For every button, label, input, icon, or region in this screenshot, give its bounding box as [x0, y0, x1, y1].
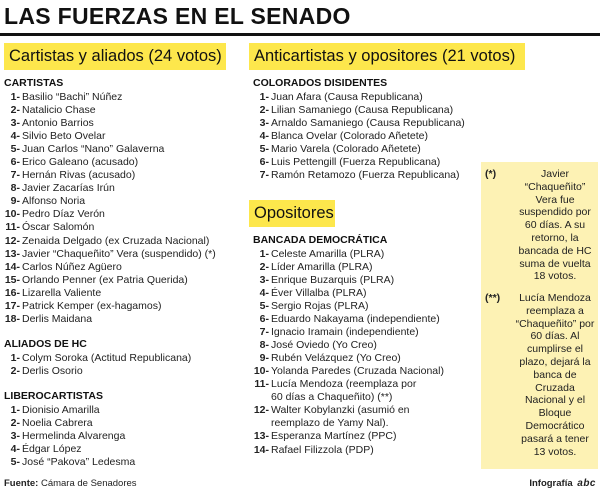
list-item [4, 195, 216, 208]
list-item [4, 208, 216, 221]
item-text: Zenaida Delgado (ex Cruzada Nacional) [22, 234, 210, 247]
list-item [4, 169, 216, 182]
list-item [253, 313, 444, 326]
item-number: 10 - [253, 365, 269, 378]
heading-colorados: COLORADOS DISIDENTES [253, 77, 388, 89]
list-item [4, 130, 216, 143]
item-number: 4 - [4, 443, 20, 456]
item-text: Lilian Samaniego (Causa Republicana) [271, 104, 454, 117]
source-line [4, 478, 137, 489]
list-item [253, 352, 444, 365]
heading-aliados: ALIADOS DE HC [4, 338, 87, 350]
item-text: Pedro Díaz Verón [22, 208, 105, 221]
item-number: 15 - [4, 274, 20, 287]
item-text: Basilio “Bachi” Núñez [22, 91, 123, 103]
item-text: Javier Zacarías Irún [22, 182, 115, 195]
item-number: 13 - [253, 430, 269, 443]
item-number: 7 - [4, 169, 20, 182]
item-text: Yolanda Paredes (Cruzada Nacional) [271, 365, 444, 378]
list-item [4, 274, 216, 287]
item-text: Ramón Retamozo (Fuerza Republicana) [271, 169, 460, 182]
list-item [4, 430, 135, 443]
notes-box [481, 162, 598, 469]
list-item [4, 443, 135, 456]
item-number: 11 - [4, 221, 20, 234]
item-text: Ignacio Iramain (independiente) [271, 326, 419, 339]
item-number: 2 - [253, 104, 269, 117]
item-number: 1 - [253, 91, 269, 104]
list-item [253, 248, 444, 261]
list-item [253, 287, 444, 300]
item-number: 2 - [253, 261, 269, 274]
item-text: Luis Pettengill (Fuerza Republicana) [271, 156, 441, 169]
item-text: Hermelinda Alvarenga [22, 430, 126, 443]
note-mark: (**) [485, 292, 501, 304]
item-text: Alfonso Noria [22, 195, 86, 208]
item-text: Derlis Osorio [22, 365, 83, 378]
list-item [4, 182, 216, 195]
item-text: Silvio Beto Ovelar [22, 130, 106, 143]
item-number: 4 - [253, 130, 269, 143]
list-item [253, 300, 444, 313]
heading-liberocartistas: LIBEROCARTISTAS [4, 390, 103, 402]
source-text: Cámara de Senadores [40, 478, 137, 489]
item-text: Arnaldo Samaniego (Causa Republicana) [271, 117, 465, 130]
list-liberocartistas [4, 404, 135, 469]
band-anticartistas: Anticartistas y opositores (21 votos) [249, 43, 525, 70]
item-number: 9 - [253, 352, 269, 365]
item-text: Juan Carlos “Nano” Galaverna [22, 143, 165, 156]
item-number: 5 - [4, 143, 20, 156]
item-number: 8 - [4, 182, 20, 195]
item-text: Líder Amarilla (PLRA) [271, 261, 373, 274]
item-number: 1 - [253, 248, 269, 261]
list-item [4, 156, 216, 169]
item-number: 1 - [4, 91, 20, 104]
item-number: 6 - [4, 156, 20, 169]
abc-logo: abc [577, 478, 596, 489]
list-item [253, 130, 465, 143]
list-item [253, 326, 444, 339]
note-text: Javier “Chaqueñito” Vera fue suspendido por 60 días. A su retorno, la bancada de HC suma de vuelta 18 votos. [518, 168, 592, 283]
list-item [4, 221, 216, 234]
list-item [253, 430, 444, 443]
band-opositores: Opositores [249, 200, 335, 227]
item-number: 11 - [253, 378, 269, 391]
note-text: Lucía Mendoza reemplaza a “Chaqueñito” por 60 días. Al cumplirse el plazo, dejará la banca de Cruzada Nacional y el Bloque Democrático pasará a tener 13 votos. [515, 292, 595, 458]
item-text: Eduardo Nakayama (independiente) [271, 313, 440, 326]
list-aliados [4, 352, 191, 378]
item-number: 3 - [253, 274, 269, 287]
list-item [4, 261, 216, 274]
list-cartistas [4, 91, 216, 326]
list-item [4, 104, 216, 117]
band-cartistas-aliados: Cartistas y aliados (24 votos) [4, 43, 226, 70]
list-item [253, 91, 465, 104]
credit-line [529, 478, 596, 489]
item-number: 2 - [4, 417, 20, 430]
item-number: 14 - [253, 444, 269, 457]
list-item [4, 235, 216, 248]
item-text: Colym Soroka (Actitud Republicana) [22, 352, 192, 364]
list-item [253, 156, 465, 169]
list-item [4, 300, 216, 313]
item-text: Enrique Buzarquis (PLRA) [271, 274, 395, 287]
item-text: Javier “Chaqueñito” Vera (suspendido) (*) [22, 247, 216, 260]
list-item [253, 143, 465, 156]
item-text: Éver Villalba (PLRA) [271, 287, 367, 300]
item-text: Óscar Salomón [22, 221, 95, 234]
title-rule [0, 33, 600, 36]
page-title: LAS FUERZAS EN EL SENADO [4, 3, 351, 29]
item-number: 12 - [4, 235, 20, 248]
item-number: 16 - [4, 287, 20, 300]
list-item [253, 117, 465, 130]
item-text: Édgar López [22, 443, 82, 456]
item-text: Patrick Kemper (ex-hagamos) [22, 299, 162, 312]
item-text: Derlis Maidana [22, 312, 93, 325]
item-text: José Oviedo (Yo Creo) [271, 339, 377, 352]
list-item [4, 117, 216, 130]
list-item [253, 169, 465, 182]
item-number: 1 - [4, 404, 20, 417]
item-text: Mario Varela (Colorado Añetete) [271, 143, 421, 156]
item-number: 7 - [253, 169, 269, 182]
item-text: Antonio Barrios [22, 117, 94, 130]
list-item [4, 91, 216, 104]
item-text: Lucía Mendoza (reemplaza por 60 días a Chaqueñito) (**) [271, 378, 417, 404]
item-number: 3 - [4, 117, 20, 130]
item-text: Rafael Filizzola (PDP) [271, 443, 374, 456]
list-item [4, 248, 216, 261]
item-number: 18 - [4, 313, 20, 326]
list-item [4, 352, 191, 365]
list-item [4, 313, 216, 326]
item-number: 4 - [4, 130, 20, 143]
item-number: 3 - [4, 430, 20, 443]
item-number: 6 - [253, 313, 269, 326]
item-text: Dionisio Amarilla [22, 404, 100, 416]
item-number: 2 - [4, 365, 20, 378]
item-number: 13 - [4, 248, 20, 261]
item-text: José “Pakova” Ledesma [22, 456, 136, 469]
item-text: Blanca Ovelar (Colorado Añetete) [271, 130, 429, 143]
list-colorados [253, 91, 465, 182]
list-bancada [253, 248, 444, 457]
item-number: 9 - [4, 195, 20, 208]
item-number: 6 - [253, 156, 269, 169]
list-item [4, 456, 135, 469]
item-number: 8 - [253, 339, 269, 352]
list-item [4, 417, 135, 430]
item-number: 10 - [4, 208, 20, 221]
item-number: 14 - [4, 261, 20, 274]
item-number: 12 - [253, 404, 269, 417]
item-number: 5 - [4, 456, 20, 469]
item-text: Carlos Núñez Agüero [22, 260, 122, 273]
list-item [253, 378, 444, 404]
item-text: Orlando Penner (ex Patria Querida) [22, 273, 188, 286]
item-number: 7 - [253, 326, 269, 339]
item-text: Natalicio Chase [22, 104, 96, 117]
item-text: Esperanza Martínez (PPC) [271, 430, 397, 443]
item-text: Erico Galeano (acusado) [22, 156, 139, 169]
item-text: Sergio Rojas (PLRA) [271, 300, 369, 313]
credit-label: Infografía [529, 478, 573, 489]
heading-bancada: BANCADA DEMOCRÁTICA [253, 234, 388, 246]
list-item [4, 365, 191, 378]
item-text: Lizarella Valiente [22, 286, 102, 299]
list-item [253, 261, 444, 274]
item-text: Noelia Cabrera [22, 417, 93, 430]
item-number: 5 - [253, 300, 269, 313]
item-number: 5 - [253, 143, 269, 156]
item-text: Rubén Velázquez (Yo Creo) [271, 352, 401, 365]
list-item [4, 404, 135, 417]
list-item [253, 104, 465, 117]
source-label: Fuente: [4, 478, 39, 489]
item-text: Celeste Amarilla (PLRA) [271, 248, 385, 260]
item-number: 3 - [253, 117, 269, 130]
item-number: 1 - [4, 352, 20, 365]
item-text: Walter Kobylanzki (asumió en reemplazo de Yamy Nal). [271, 404, 410, 430]
list-item [253, 365, 444, 378]
item-text: Hernán Rivas (acusado) [22, 169, 136, 182]
list-item [4, 143, 216, 156]
item-number: 17 - [4, 300, 20, 313]
item-text: Juan Afara (Causa Republicana) [271, 91, 423, 103]
list-item [253, 404, 444, 430]
note-mark: (*) [485, 168, 497, 180]
item-number: 2 - [4, 104, 20, 117]
heading-cartistas: CARTISTAS [4, 77, 64, 89]
list-item [253, 339, 444, 352]
list-item [253, 444, 444, 457]
item-number: 4 - [253, 287, 269, 300]
list-item [253, 274, 444, 287]
list-item [4, 287, 216, 300]
